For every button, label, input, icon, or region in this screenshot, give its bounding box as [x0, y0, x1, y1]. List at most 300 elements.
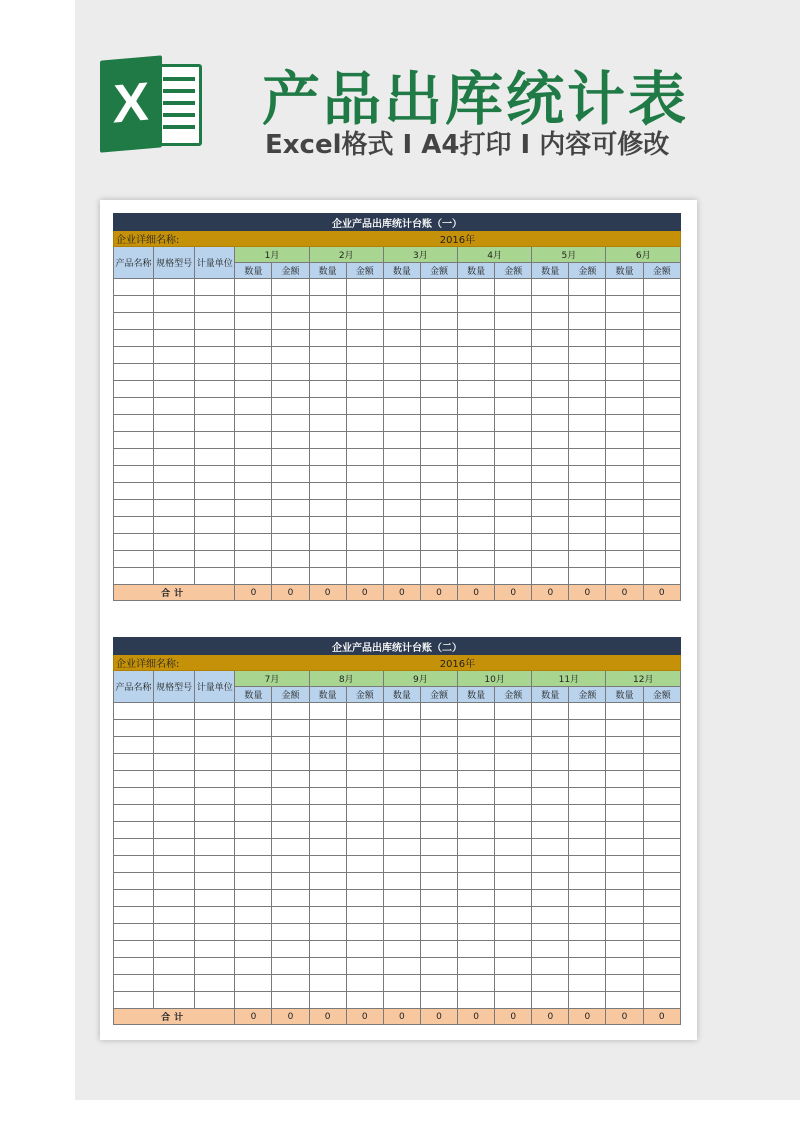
- data-cell[interactable]: [495, 703, 532, 720]
- data-cell[interactable]: [643, 788, 680, 805]
- data-cell[interactable]: [643, 364, 680, 381]
- data-cell[interactable]: [420, 771, 457, 788]
- data-cell[interactable]: [532, 788, 569, 805]
- data-cell[interactable]: [458, 279, 495, 296]
- data-cell[interactable]: [569, 517, 606, 534]
- data-cell[interactable]: [114, 788, 154, 805]
- data-cell[interactable]: [235, 551, 272, 568]
- data-cell[interactable]: [383, 568, 420, 585]
- data-cell[interactable]: [383, 381, 420, 398]
- data-cell[interactable]: [114, 347, 154, 364]
- data-cell[interactable]: [383, 432, 420, 449]
- data-cell[interactable]: [532, 822, 569, 839]
- data-cell[interactable]: [643, 398, 680, 415]
- data-cell[interactable]: [309, 975, 346, 992]
- data-cell[interactable]: [495, 296, 532, 313]
- total-cell[interactable]: 0: [420, 1009, 457, 1025]
- data-cell[interactable]: [383, 720, 420, 737]
- data-cell[interactable]: [383, 856, 420, 873]
- data-cell[interactable]: [235, 771, 272, 788]
- data-cell[interactable]: [383, 975, 420, 992]
- data-cell[interactable]: [495, 449, 532, 466]
- data-cell[interactable]: [154, 466, 195, 483]
- data-cell[interactable]: [495, 279, 532, 296]
- data-cell[interactable]: [643, 551, 680, 568]
- data-cell[interactable]: [154, 873, 195, 890]
- data-cell[interactable]: [643, 279, 680, 296]
- total-cell[interactable]: 0: [346, 1009, 383, 1025]
- data-cell[interactable]: [309, 737, 346, 754]
- data-cell[interactable]: [532, 720, 569, 737]
- data-cell[interactable]: [272, 432, 309, 449]
- data-cell[interactable]: [154, 788, 195, 805]
- data-cell[interactable]: [235, 313, 272, 330]
- data-cell[interactable]: [195, 568, 235, 585]
- data-cell[interactable]: [114, 449, 154, 466]
- data-cell[interactable]: [606, 500, 643, 517]
- data-cell[interactable]: [458, 720, 495, 737]
- data-cell[interactable]: [569, 500, 606, 517]
- data-cell[interactable]: [643, 296, 680, 313]
- data-cell[interactable]: [532, 381, 569, 398]
- total-cell[interactable]: 0: [420, 585, 457, 601]
- data-cell[interactable]: [154, 737, 195, 754]
- data-cell[interactable]: [458, 907, 495, 924]
- data-cell[interactable]: [606, 449, 643, 466]
- data-cell[interactable]: [495, 364, 532, 381]
- data-cell[interactable]: [383, 466, 420, 483]
- data-cell[interactable]: [309, 347, 346, 364]
- data-cell[interactable]: [495, 432, 532, 449]
- data-cell[interactable]: [383, 534, 420, 551]
- data-cell[interactable]: [458, 890, 495, 907]
- data-cell[interactable]: [154, 703, 195, 720]
- data-cell[interactable]: [458, 703, 495, 720]
- total-cell[interactable]: 0: [235, 585, 272, 601]
- data-cell[interactable]: [309, 466, 346, 483]
- data-cell[interactable]: [532, 398, 569, 415]
- data-cell[interactable]: [346, 856, 383, 873]
- data-cell[interactable]: [346, 449, 383, 466]
- data-cell[interactable]: [495, 398, 532, 415]
- data-cell[interactable]: [154, 398, 195, 415]
- data-cell[interactable]: [309, 364, 346, 381]
- data-cell[interactable]: [309, 415, 346, 432]
- data-cell[interactable]: [420, 432, 457, 449]
- data-cell[interactable]: [569, 788, 606, 805]
- data-cell[interactable]: [420, 296, 457, 313]
- data-cell[interactable]: [643, 483, 680, 500]
- data-cell[interactable]: [195, 466, 235, 483]
- data-cell[interactable]: [114, 279, 154, 296]
- data-cell[interactable]: [532, 534, 569, 551]
- data-cell[interactable]: [114, 330, 154, 347]
- data-cell[interactable]: [114, 483, 154, 500]
- data-cell[interactable]: [114, 907, 154, 924]
- data-cell[interactable]: [532, 839, 569, 856]
- data-cell[interactable]: [458, 873, 495, 890]
- data-cell[interactable]: [346, 839, 383, 856]
- data-cell[interactable]: [532, 466, 569, 483]
- data-cell[interactable]: [346, 500, 383, 517]
- data-cell[interactable]: [309, 907, 346, 924]
- data-cell[interactable]: [532, 924, 569, 941]
- data-cell[interactable]: [420, 500, 457, 517]
- data-cell[interactable]: [235, 754, 272, 771]
- data-cell[interactable]: [532, 975, 569, 992]
- data-cell[interactable]: [383, 483, 420, 500]
- data-cell[interactable]: [606, 534, 643, 551]
- data-cell[interactable]: [383, 941, 420, 958]
- data-cell[interactable]: [495, 381, 532, 398]
- data-cell[interactable]: [458, 466, 495, 483]
- data-cell[interactable]: [195, 822, 235, 839]
- data-cell[interactable]: [309, 551, 346, 568]
- data-cell[interactable]: [606, 924, 643, 941]
- data-cell[interactable]: [569, 941, 606, 958]
- data-cell[interactable]: [114, 856, 154, 873]
- data-cell[interactable]: [346, 279, 383, 296]
- data-cell[interactable]: [495, 822, 532, 839]
- data-cell[interactable]: [495, 483, 532, 500]
- data-cell[interactable]: [154, 771, 195, 788]
- data-cell[interactable]: [154, 805, 195, 822]
- data-cell[interactable]: [495, 415, 532, 432]
- data-cell[interactable]: [532, 296, 569, 313]
- data-cell[interactable]: [569, 890, 606, 907]
- data-cell[interactable]: [606, 279, 643, 296]
- data-cell[interactable]: [154, 364, 195, 381]
- data-cell[interactable]: [569, 381, 606, 398]
- data-cell[interactable]: [154, 296, 195, 313]
- data-cell[interactable]: [606, 296, 643, 313]
- data-cell[interactable]: [309, 296, 346, 313]
- data-cell[interactable]: [495, 720, 532, 737]
- data-cell[interactable]: [569, 449, 606, 466]
- data-cell[interactable]: [154, 890, 195, 907]
- data-cell[interactable]: [569, 856, 606, 873]
- data-cell[interactable]: [272, 398, 309, 415]
- data-cell[interactable]: [272, 364, 309, 381]
- data-cell[interactable]: [532, 737, 569, 754]
- data-cell[interactable]: [195, 330, 235, 347]
- data-cell[interactable]: [272, 551, 309, 568]
- data-cell[interactable]: [643, 466, 680, 483]
- data-cell[interactable]: [606, 992, 643, 1009]
- data-cell[interactable]: [114, 703, 154, 720]
- data-cell[interactable]: [569, 534, 606, 551]
- data-cell[interactable]: [309, 483, 346, 500]
- data-cell[interactable]: [235, 737, 272, 754]
- data-cell[interactable]: [235, 992, 272, 1009]
- data-cell[interactable]: [195, 941, 235, 958]
- data-cell[interactable]: [495, 873, 532, 890]
- data-cell[interactable]: [569, 771, 606, 788]
- data-cell[interactable]: [532, 279, 569, 296]
- total-cell[interactable]: 0: [383, 1009, 420, 1025]
- data-cell[interactable]: [420, 958, 457, 975]
- data-cell[interactable]: [495, 551, 532, 568]
- data-cell[interactable]: [606, 754, 643, 771]
- data-cell[interactable]: [154, 992, 195, 1009]
- data-cell[interactable]: [346, 703, 383, 720]
- data-cell[interactable]: [643, 381, 680, 398]
- data-cell[interactable]: [569, 551, 606, 568]
- data-cell[interactable]: [346, 873, 383, 890]
- data-cell[interactable]: [458, 754, 495, 771]
- data-cell[interactable]: [495, 737, 532, 754]
- data-cell[interactable]: [154, 975, 195, 992]
- data-cell[interactable]: [235, 703, 272, 720]
- data-cell[interactable]: [643, 415, 680, 432]
- data-cell[interactable]: [195, 703, 235, 720]
- data-cell[interactable]: [420, 890, 457, 907]
- data-cell[interactable]: [235, 720, 272, 737]
- data-cell[interactable]: [532, 551, 569, 568]
- data-cell[interactable]: [309, 839, 346, 856]
- data-cell[interactable]: [383, 754, 420, 771]
- data-cell[interactable]: [569, 313, 606, 330]
- data-cell[interactable]: [154, 415, 195, 432]
- data-cell[interactable]: [346, 924, 383, 941]
- total-cell[interactable]: 0: [309, 1009, 346, 1025]
- data-cell[interactable]: [235, 432, 272, 449]
- data-cell[interactable]: [154, 924, 195, 941]
- data-cell[interactable]: [309, 822, 346, 839]
- data-cell[interactable]: [643, 924, 680, 941]
- data-cell[interactable]: [569, 347, 606, 364]
- data-cell[interactable]: [346, 737, 383, 754]
- data-cell[interactable]: [272, 381, 309, 398]
- data-cell[interactable]: [195, 924, 235, 941]
- data-cell[interactable]: [420, 517, 457, 534]
- data-cell[interactable]: [643, 500, 680, 517]
- data-cell[interactable]: [114, 771, 154, 788]
- data-cell[interactable]: [383, 958, 420, 975]
- data-cell[interactable]: [495, 907, 532, 924]
- data-cell[interactable]: [569, 737, 606, 754]
- data-cell[interactable]: [114, 992, 154, 1009]
- data-cell[interactable]: [606, 975, 643, 992]
- data-cell[interactable]: [309, 873, 346, 890]
- total-cell[interactable]: 0: [532, 1009, 569, 1025]
- data-cell[interactable]: [569, 754, 606, 771]
- data-cell[interactable]: [154, 381, 195, 398]
- data-cell[interactable]: [643, 975, 680, 992]
- data-cell[interactable]: [154, 330, 195, 347]
- data-cell[interactable]: [420, 330, 457, 347]
- data-cell[interactable]: [346, 551, 383, 568]
- data-cell[interactable]: [569, 279, 606, 296]
- data-cell[interactable]: [606, 822, 643, 839]
- data-cell[interactable]: [606, 839, 643, 856]
- data-cell[interactable]: [383, 890, 420, 907]
- data-cell[interactable]: [114, 890, 154, 907]
- total-cell[interactable]: 0: [458, 585, 495, 601]
- data-cell[interactable]: [235, 279, 272, 296]
- data-cell[interactable]: [346, 415, 383, 432]
- data-cell[interactable]: [495, 890, 532, 907]
- data-cell[interactable]: [309, 788, 346, 805]
- data-cell[interactable]: [195, 771, 235, 788]
- data-cell[interactable]: [495, 517, 532, 534]
- data-cell[interactable]: [532, 568, 569, 585]
- data-cell[interactable]: [643, 856, 680, 873]
- data-cell[interactable]: [114, 805, 154, 822]
- data-cell[interactable]: [272, 703, 309, 720]
- data-cell[interactable]: [195, 856, 235, 873]
- total-cell[interactable]: 0: [495, 585, 532, 601]
- total-cell[interactable]: 0: [606, 585, 643, 601]
- data-cell[interactable]: [114, 296, 154, 313]
- data-cell[interactable]: [532, 415, 569, 432]
- data-cell[interactable]: [495, 805, 532, 822]
- data-cell[interactable]: [458, 992, 495, 1009]
- data-cell[interactable]: [569, 398, 606, 415]
- data-cell[interactable]: [309, 381, 346, 398]
- data-cell[interactable]: [420, 822, 457, 839]
- data-cell[interactable]: [643, 754, 680, 771]
- data-cell[interactable]: [643, 703, 680, 720]
- data-cell[interactable]: [569, 432, 606, 449]
- data-cell[interactable]: [569, 720, 606, 737]
- data-cell[interactable]: [606, 347, 643, 364]
- data-cell[interactable]: [420, 975, 457, 992]
- data-cell[interactable]: [154, 279, 195, 296]
- data-cell[interactable]: [309, 754, 346, 771]
- data-cell[interactable]: [458, 805, 495, 822]
- data-cell[interactable]: [643, 873, 680, 890]
- data-cell[interactable]: [114, 975, 154, 992]
- data-cell[interactable]: [309, 398, 346, 415]
- data-cell[interactable]: [532, 890, 569, 907]
- data-cell[interactable]: [643, 992, 680, 1009]
- data-cell[interactable]: [309, 924, 346, 941]
- data-cell[interactable]: [272, 958, 309, 975]
- data-cell[interactable]: [346, 313, 383, 330]
- total-cell[interactable]: 0: [383, 585, 420, 601]
- data-cell[interactable]: [606, 398, 643, 415]
- data-cell[interactable]: [309, 279, 346, 296]
- data-cell[interactable]: [458, 483, 495, 500]
- data-cell[interactable]: [458, 788, 495, 805]
- data-cell[interactable]: [532, 856, 569, 873]
- data-cell[interactable]: [569, 483, 606, 500]
- data-cell[interactable]: [569, 975, 606, 992]
- data-cell[interactable]: [606, 466, 643, 483]
- data-cell[interactable]: [346, 992, 383, 1009]
- data-cell[interactable]: [272, 805, 309, 822]
- data-cell[interactable]: [606, 517, 643, 534]
- data-cell[interactable]: [569, 839, 606, 856]
- data-cell[interactable]: [458, 500, 495, 517]
- data-cell[interactable]: [383, 330, 420, 347]
- data-cell[interactable]: [383, 873, 420, 890]
- data-cell[interactable]: [495, 466, 532, 483]
- data-cell[interactable]: [346, 941, 383, 958]
- data-cell[interactable]: [495, 839, 532, 856]
- data-cell[interactable]: [420, 364, 457, 381]
- data-cell[interactable]: [569, 330, 606, 347]
- data-cell[interactable]: [458, 330, 495, 347]
- data-cell[interactable]: [195, 907, 235, 924]
- data-cell[interactable]: [606, 364, 643, 381]
- data-cell[interactable]: [383, 296, 420, 313]
- data-cell[interactable]: [532, 432, 569, 449]
- total-cell[interactable]: 0: [495, 1009, 532, 1025]
- data-cell[interactable]: [195, 839, 235, 856]
- data-cell[interactable]: [235, 568, 272, 585]
- data-cell[interactable]: [383, 415, 420, 432]
- data-cell[interactable]: [458, 517, 495, 534]
- data-cell[interactable]: [346, 466, 383, 483]
- data-cell[interactable]: [346, 296, 383, 313]
- data-cell[interactable]: [606, 551, 643, 568]
- data-cell[interactable]: [195, 958, 235, 975]
- data-cell[interactable]: [532, 517, 569, 534]
- data-cell[interactable]: [532, 347, 569, 364]
- total-cell[interactable]: 0: [235, 1009, 272, 1025]
- data-cell[interactable]: [272, 975, 309, 992]
- data-cell[interactable]: [532, 941, 569, 958]
- data-cell[interactable]: [195, 873, 235, 890]
- data-cell[interactable]: [643, 839, 680, 856]
- data-cell[interactable]: [346, 534, 383, 551]
- data-cell[interactable]: [235, 941, 272, 958]
- data-cell[interactable]: [195, 381, 235, 398]
- data-cell[interactable]: [272, 992, 309, 1009]
- data-cell[interactable]: [569, 873, 606, 890]
- total-cell[interactable]: 0: [606, 1009, 643, 1025]
- data-cell[interactable]: [309, 432, 346, 449]
- data-cell[interactable]: [532, 958, 569, 975]
- data-cell[interactable]: [643, 737, 680, 754]
- data-cell[interactable]: [272, 839, 309, 856]
- data-cell[interactable]: [272, 856, 309, 873]
- data-cell[interactable]: [420, 466, 457, 483]
- data-cell[interactable]: [420, 839, 457, 856]
- data-cell[interactable]: [420, 856, 457, 873]
- data-cell[interactable]: [309, 805, 346, 822]
- data-cell[interactable]: [383, 279, 420, 296]
- data-cell[interactable]: [532, 330, 569, 347]
- data-cell[interactable]: [272, 720, 309, 737]
- data-cell[interactable]: [606, 483, 643, 500]
- data-cell[interactable]: [495, 856, 532, 873]
- data-cell[interactable]: [114, 551, 154, 568]
- data-cell[interactable]: [532, 771, 569, 788]
- data-cell[interactable]: [606, 941, 643, 958]
- data-cell[interactable]: [346, 720, 383, 737]
- data-cell[interactable]: [346, 432, 383, 449]
- data-cell[interactable]: [195, 517, 235, 534]
- data-cell[interactable]: [154, 347, 195, 364]
- data-cell[interactable]: [154, 500, 195, 517]
- data-cell[interactable]: [346, 483, 383, 500]
- data-cell[interactable]: [458, 432, 495, 449]
- data-cell[interactable]: [235, 788, 272, 805]
- data-cell[interactable]: [114, 568, 154, 585]
- data-cell[interactable]: [458, 839, 495, 856]
- data-cell[interactable]: [195, 415, 235, 432]
- data-cell[interactable]: [495, 330, 532, 347]
- data-cell[interactable]: [154, 839, 195, 856]
- data-cell[interactable]: [420, 720, 457, 737]
- data-cell[interactable]: [195, 534, 235, 551]
- data-cell[interactable]: [235, 483, 272, 500]
- data-cell[interactable]: [114, 466, 154, 483]
- data-cell[interactable]: [346, 805, 383, 822]
